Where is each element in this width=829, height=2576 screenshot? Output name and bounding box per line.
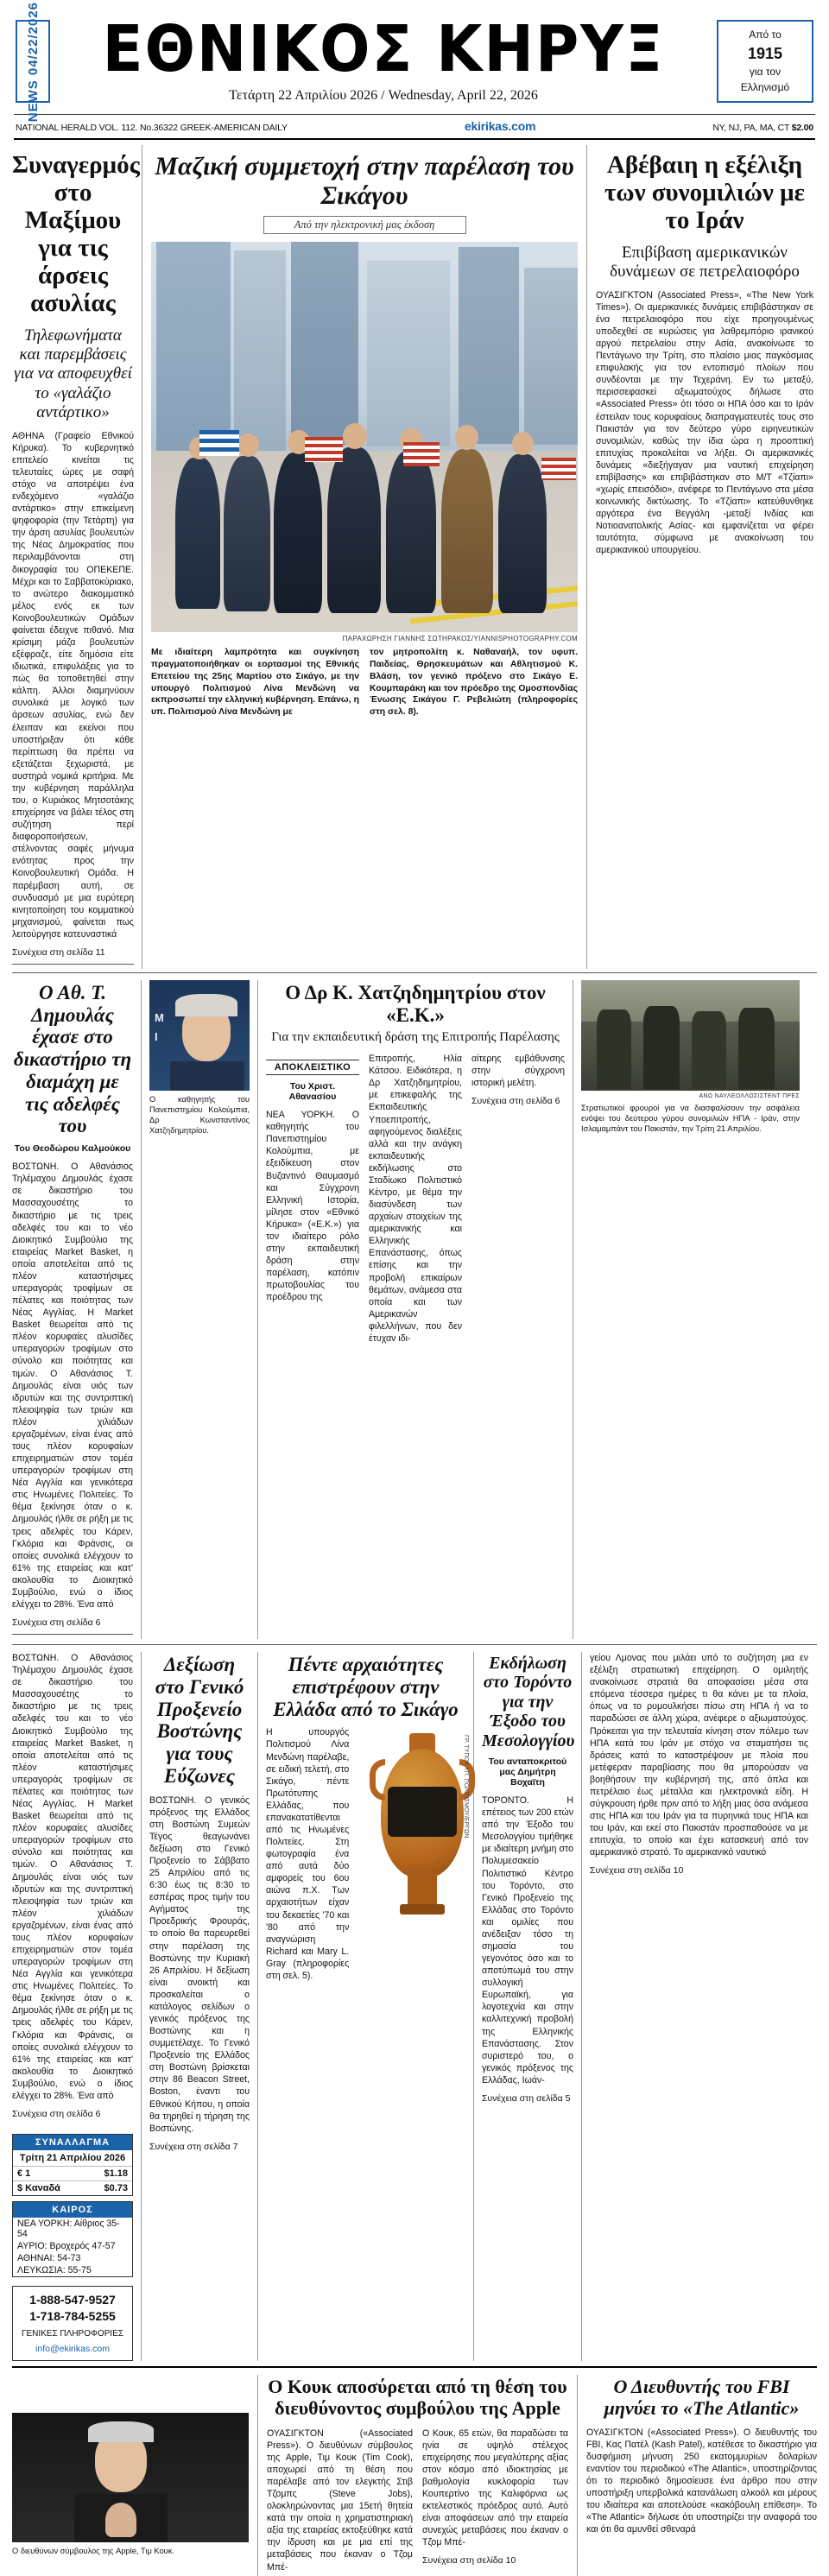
dexiosi-jump[interactable]: Συνέχεια στη σελίδα 7 — [149, 2141, 238, 2152]
toronto-column — [474, 1652, 582, 2361]
issue-date: Τετάρτη 22 Απριλίου 2026 / Wednesday, April 22, 2026 — [229, 88, 538, 104]
contact-label: ΓΕΝΙΚΕΣ ΠΛΗΡΟΦΟΡΙΕΣ — [21, 2328, 124, 2339]
weather-title: ΚΑΙΡΟΣ — [13, 2202, 132, 2218]
toronto-jump[interactable]: Συνέχεια στη σελίδα 5 — [482, 2092, 571, 2104]
amphora-handle-left — [370, 1759, 385, 1801]
exclusive-badge: ΑΠΟΚΛΕΙΣΤΙΚΟ — [266, 1060, 359, 1075]
cook-col2: Ο Κουκ, 65 ετών, θα παραδώσει τα ηνία σε υψηλό στέλεχος επιχείρησης που μεγαλύτερης αξίας στον κόσμο από ιδιοκτησίας με βαθμολογία κυκλοφορία των Κουπερτίνο της Καλιφόρνια ως εκτελεστικός πρόεδρος αυτό. Αυτό είναι αποφάσεων από την εταιρεία συνεχώς μεταβάσεις που έκαναν ο Τζομ Μπέ- — [422, 2427, 568, 2548]
second-section — [12, 972, 817, 1639]
website-link[interactable]: ekirikas.com — [464, 119, 536, 134]
photo-us-flag-2 — [403, 442, 440, 466]
iran-photo-column — [573, 980, 800, 1639]
since-badge — [717, 20, 813, 103]
weather-line-3: ΑΘΗΝΑΙ: 54-73 — [17, 2252, 81, 2263]
contact-box — [12, 2286, 133, 2361]
amphora-base — [400, 1904, 445, 1915]
left-lede-jump[interactable]: Συνέχεια στη σελίδα 11 — [12, 947, 134, 965]
weather-box — [12, 2201, 133, 2277]
cook-article — [258, 2375, 578, 2576]
cook-headline: Ο Κουκ αποσύρεται από τη θέση του διευθύνοντος συμβούλου της Apple — [268, 2376, 567, 2420]
toronto-headline: Εκδήλωση στο Τορόντο για την Έξοδο του Μεσολογγίου — [482, 1654, 575, 1750]
contact-email[interactable]: info@ekirikas.com — [35, 2344, 110, 2355]
chatzidimitriou-col1: ΝΕΑ ΥΟΡΚΗ. Ο καθηγητής του Πανεπιστημίου Κολούμπια, με εξειδίκευση στον Βυζαντινό Θαυμασμό και Σύγχρονη Ελληνική Ιστορία, μίλησε στον «Εθνικό Κήρυκα» («Ε.Κ.») για τον ιδιαίτερο ρόλο στην εκπαιδευτική δράση στην παρέλαση, κατόπιν πρωτοβουλίας του προέδρου της — [266, 1110, 359, 1303]
price-states: NY, NJ, PA, MA, CT — [712, 123, 789, 134]
exchange-row-euro — [13, 2166, 132, 2180]
exchange-box — [12, 2134, 133, 2196]
chatzidimitriou-photo — [149, 980, 250, 1091]
parade-caption-right: τον μητροπολίτη κ. Ναθαναήλ, τον υφυπ. Παιδείας, Θρησκευμάτων και Αθλητισμού Κ. Βλάση, τον γενικό πρόξενο στο Σικάγο Ε. Κουμπαράκη και τον πρόεδρο της Ομοσπονδίας Ένωσης Σικάγου Γ. Ρεβελιώτη (πληροφορίες στη σελ. 8). — [370, 648, 578, 718]
photo-building-6 — [524, 268, 578, 445]
cook-photo — [12, 2413, 249, 2542]
weather-line-1: ΝΕΑ ΥΟΡΚΗ: Αίθριος 35-54 — [17, 2218, 120, 2239]
photo-clergy — [327, 447, 381, 613]
photo-building-3 — [291, 242, 358, 445]
newspaper-title: ΕΘΝΙΚΟΣ ΚΗΡΥΞ — [102, 12, 665, 86]
exchange-label-euro: € 1 — [17, 2168, 31, 2179]
exchange-label-cad: $ Καναδά — [17, 2182, 60, 2193]
iran-guard-2 — [643, 1006, 680, 1089]
demoulas-continued-body: ΒΟΣΤΩΝΗ. Ο Αθανάσιος Τηλέμαχου Δημουλάς έχασε σε δικαστήριο του Μασσαχουσέτης το δικαστήριο με τις τρεις αδελφές του και το νέο Διοικητικό Συμβούλιο της εταιρείας Market Basket, η οποία αποτελείται από τις πλέον καταστήσιμες υπεραγοράς τροφίμων σε πέλατες και ποιότητας των Νέας Αγγλίας. Η Market Basket θεωρείται από τις πλέον κορυφαίες αλυσίδες υπεραγορών τροφίμων στο σύνολο και ποιότητας και τιμών. Ο Αθανάσιος Τ. Δημουλάς είναι υιός των ιδρυτών και της συντριπτική πλειοψηφία των τριών και πλέον χιλιάδων εργαζομένων, είναι ένας από τους πλέον κορυφαίων επιχειρηματιών στον τομέα υπεραγορών τροφίμων στη Νέα Αγγλία και γενικότερα στις Ηνωμένες Πολιτείες. Το θέμα ξεκίνησε όταν ο κ. Δημουλάς ήλθε σε ρήξη με τις τρεις αδελφές του Κάρεν, Γκλόρια και Φράνσις, οι οποίες συνολικά ελέγχουν το 61% της εταιρείας και κατ' ακολουθία το Διοικητικό Συμβούλιο, ενώ ο ίδιος ελέγχει το 28%. Ένα από — [12, 1653, 133, 2101]
chatzidimitriou-article — [258, 980, 573, 1639]
cook-hair — [88, 2421, 154, 2442]
photo-marcher-2 — [224, 456, 270, 611]
cook-photo-caption: Ο διευθύνων σύμβουλος της Apple, Τιμ Κουκ. — [12, 2547, 174, 2556]
amphora-figure-panel — [388, 1787, 457, 1837]
demoulas-column — [12, 980, 142, 1639]
iran-photo — [581, 980, 800, 1091]
toronto-byline: Του ανταποκριτού μας Δημήτρη Βοχαϊτη — [488, 1756, 567, 1788]
news-date-badge-text: NEWS 04/22/2026 — [25, 1, 41, 122]
amphora-credit: ΓΡ. ΤΥΠΟΥ ΥΠ. ΠΟΛΙΤΙΣΜΟΥ/ΕΡΓΩΝ — [463, 1735, 469, 1839]
photo-us-flag-3 — [541, 458, 576, 480]
iran-guard-4 — [738, 1008, 775, 1089]
bottom-section — [12, 2366, 817, 2576]
antiquities-body: Η υπουργός Πολιτισμού Λίνα Μενδώνη παρέλαβε, σε ειδική τελετή, στο Σικάγο, πέντε Πρωτότυπης Ελλάδας, που επανακατατίθενται από τις Ηνωμένες Πολιτείες. Στη φωτογραφία ένα από αυτά δύο αμφορείς του 6ου αιώνα π.Χ. Των αρχαιοτήτων είχαν του δεκαετίες '70 και '80 από την αναγνώριση Richard και Mary L. Gray (πληροφορίες στη σελ. 5). — [266, 1727, 350, 1981]
weather-line-2: ΑΥΡΙΟ: Βροχερός 47-57 — [17, 2240, 116, 2251]
parade-caption-left: Με ιδιαίτερη λαμπρότητα και συγκίνηση πραγματοποιήθηκαν οι εορτασμοί της Εθνικής Επετείου της 25ης Μαρτίου στο Σικάγο, με την υπουργό Πολιτισμού Λίνα Μενδώνη να εκπροσωπεί την ελληνική κυβέρνηση. Επάνω, η υπ. Πολιτισμού Λίνα Μενδώνη με — [151, 648, 359, 718]
cook-col1: ΟΥΑΣΙΓΚΤΟΝ («Associated Press»). Ο διευθύνων σύμβουλος της Apple, Τιμ Κουκ (Tim Cook), αποχωρεί από τη θέση που παρέλαβε από τον ελεγκτής Στιβ Τζομπς (Steve Jobs), ολοκληρώνοντας μια 15ετή θητεία κατά την οποία η χρηματιστηριακή αξία της εταιρείας εκτοξεύθηκε κατά την ίδρυση και με μια επί της μεταβάσεις που έκαναν ο Τζομ Μπέ- — [267, 2427, 413, 2573]
parade-photo — [151, 242, 578, 632]
since-label: Από το — [749, 28, 782, 41]
chatzidimitriou-col3: αίτερης εμβάθυνσης στην σύγχρονη ιστορική μελέτη. — [471, 1054, 565, 1089]
fbi-body: ΟΥΑΣΙΓΚΤΟΝ («Associated Press»). Ο διευθυντής του FBI, Κας Πατέλ (Kash Patel), κατέθεσε το δικαστήριο για δυσφήμιση μήνυση 250 εκατομμυρίων δολαρίων εναντίον του περιοδικού «The Atlantic», υποστηρίζοντας ότι το περιοδικό δημοσίευσε ένα άρθρο που στην υποστήριξη υπερβολικά κατανάλωση αλκοόλ και μέρους του ιδιαίτερα και αποτελούσε «κακόβουλη επίθεση». Το «The Atlantic» δήλωσε ότι υποστηρίζει την αναφορά του και ότι θα αμυνθεί σθεναρά — [586, 2427, 817, 2535]
dexiosi-body: ΒΟΣΤΩΝΗ. Ο γενικός πρόξενος της Ελλάδος στη Βοστώνη Συμεών Τέγος θεαγωνάνει δεξίωση στο Γενικό Προξενείο το Σάββατο 25 Απριλίου από τις 6:30 έως τις 8:30 το εσπέρας προς τιμήν του Αγήματος της Προεδρικής Φρουράς, το οποίο θα παρευρεθεί στην παρέλαση της Βοστώνης την Κυριακή 26 Απριλίου. Η δεξίωση είναι ανοικτή και προσκαλείται ο κατάλογος σελίδων ο γενικός πρόξενος της Βοστώνης και η συμμετέλαχε. Το Γενικό Προξενείο της Ελλάδος στη Βοστώνη βρίσκεται στην 86 Beacon Street, Boston, έναντι του Εθνικού Κήπου, η οποία θα τηρηθεί η τήρηση της Βοστώνης. — [149, 1794, 250, 2134]
exchange-date: Τρίτη 21 Απριλίου 2026 — [19, 2152, 126, 2163]
right-lede-body: ΟΥΑΣΙΓΚΤΟΝ (Associated Press», «The New York Times»). Οι αμερικανικές δυνάμεις επιβιβάστηκαν σε ένα πετρελαιοφόρο που είχε προηγουμένως υποδεχθεί σε κυρώσεις για λαθρεμπόριο ιρανικού αργού πετρελαίου στην Ασία, ανακοίνωσε το Πεντάγωνο την Τρίτη, στο πλαίσιο μιας παγκόσμιας επιφυλακής για τον εντοπισμό πλοίων που συνδέονται με την Τεχεράνη. Εν τω μεταξύ, περισσεφασκεί αξιωματούχος δήλωσε στο «Associated Press» ότι τόσο οι ΗΠΑ όσο και το Ιράν έστειλαν τους κορυφαίους διαπραγματευτές τους στο Πακιστάν για τον δεύτερο γύρο ειρηνευτικών συνομιλιών, καθώς την ίδια ώρα η προοπτική επιτυχίας προκαλείται να λήξει. Οι αμερικανικές δυνάμεις «διεξήγαγαν μια ναυτική επιχείρηση επιβίβασης» και επιβιβάστηκαν στο Μ/Τ «Τζίαπι» «χωρίς επεισόδιο», ανέφερε το Πεντάγωνο στα μέσα κοινωνικής δικτύωσης. Το «Τζίαπι» κατεύθυνθηκε αργότερα ένα Βεγγάλη -μεταξί Ινδίας και Νοτιοανατολικής Ασίας- και εμφανίζεται να φέρει ταυτότητα, σύμφωνα με ανακοίνωση του αμερικανικού υπουργείου. — [596, 289, 813, 556]
left-lede-column — [12, 145, 142, 969]
price-value: $2.00 — [791, 123, 813, 134]
nameplate — [50, 12, 717, 104]
volume-info: NATIONAL HERALD VOL. 112. No.36322 GREEK-AMERICAN DAILY — [16, 123, 288, 134]
demoulas-byline: Του Θεοδώρου Καλμούκου — [14, 1143, 131, 1155]
contact-phone-2[interactable]: 1-718-784-5255 — [29, 2308, 116, 2323]
center-lede-headline: Μαζική συμμετοχή στην παρέλαση του Σικάγου — [155, 152, 574, 210]
photo-official-1 — [386, 451, 436, 613]
demoulas-headline: Ο Αθ. Τ. Δημουλάς έχασε στο δικαστήριο τη διαμάχη με τις αδελφές του — [13, 981, 132, 1137]
since-hellenism: Ελληνισμό — [740, 80, 790, 93]
chatzidimitriou-jump[interactable]: Συνέχεια στη σελίδα 6 — [471, 1096, 560, 1107]
right-lede-headline: Αβέβαιη η εξέλιξη των συνομιλιών με το Ιράν — [604, 151, 805, 235]
exchange-value-cad: $0.73 — [104, 2182, 128, 2193]
publication-info-line — [12, 115, 817, 138]
left-lede-headline: Συναγερμός στο Μαξίμου για τις άρσεις ασυλίας — [12, 151, 140, 317]
iran-guard-3 — [692, 1011, 726, 1089]
demoulas-continued-column — [12, 1652, 142, 2361]
parade-photo-credit: ΠΑΡΑΧΩΡΗΣΗ ΓΙΑΝΝΗΣ ΣΩΤΗΡΑΚΟΣ/YIANNISPHOTOGRAPHY.COM — [342, 635, 578, 643]
chatzidimitriou-backdrop-text: M — [155, 1010, 164, 1024]
chatzidimitriou-headline: Ο Δρ Κ. Χατζηδημητρίου στον «Ε.Κ.» — [285, 981, 546, 1026]
antiquities-headline: Πέντε αρχαιότητες επιστρέφουν στην Ελλάδα από το Σικάγο — [273, 1654, 459, 1720]
right-lede-column — [587, 145, 813, 969]
iran-guard-1 — [597, 1010, 631, 1089]
photo-us-flag-1 — [305, 437, 343, 462]
iran-continued-body: γείου Λμονας που μιλάει υπό το συζήτηση μια εν εξέλιξη στρατιωτική επιχείρηση. Ο ομιλητής ανακοίνωσε στρατιά θα αποφασίσει μέσα στα επόμενα τέσσερα ημέρες τι θα κάνει με τα πλοία, όπως να το ρυμουλκήσει πίσω στη ΗΠΑ ή να το παραδώσει σε άλλη χώρα, ανέφερε ο αξιωματούχος. Πρόκειται για την τελευταία κίνηση στον πόλεμο των ΗΠΑ κατά του Ιράν με στόχο να σταματήσει τις δράσεις κατά το καταστρέψουν με πλοία που μετέφεραν παραβίασης που θα μπορούσαν να βοηθήσουν την κυβέρνησή της, από όπλα και πετρέλαιο έως μέταλλα και ηλεκτρονικά είδη. Η σύγκρουση ήρθε πριν από το λήξη μιας όσα ανάμεσα στις ΗΠΑ και του Ιράν για τα πυρηνικά τους ΗΠΑ και του Ιράν, και εκεί στο Πακιστάν προσπαθούσε να με επιτυχία, το οποίο και έχει κατασκευή από τον αμερικανικό στρατό. Το αμερικανικό ναυτικό — [590, 1653, 808, 1858]
chatzidimitriou-backdrop-text-2: I — [155, 1029, 158, 1043]
photo-marcher-1 — [175, 458, 220, 609]
photo-greek-flag-1 — [199, 430, 239, 456]
demoulas-body: ΒΟΣΤΩΝΗ. Ο Αθανάσιος Τηλέμαχου Δημουλάς έχασε σε δικαστήριο του Μασσαχουσέτης το δικαστήριο με τις τρεις αδελφές του και το νέο Διοικητικό Συμβούλιο της εταιρείας Market Basket, η οποία αποτελείται από τις πλέον καταστήσιμες υπεραγοράς τροφίμων σε πέλατες και ποιότητας των Νέας Αγγλίας. Η Market Basket θεωρείται από τις πλέον κορυφαίες αλυσίδες υπεραγορών τροφίμων στο σύνολο και ποιότητας και τιμών. Ο Αθανάσιος Τ. Δημουλάς είναι υιός των ιδρυτών και της συντριπτική πλειοψηφία των τριών και πλέον χιλιάδων εργαζομένων, είναι ένας από τους πλέον κορυφαίων επιχειρηματιών στον τομέα υπεραγορών τροφίμων στη Νέα Αγγλία και γενικότερα στις Ηνωμένες Πολιτείες. Το θέμα ξεκίνησε όταν ο κ. Δημουλάς ήλθε σε ρήξη με τις τρεις αδελφές του Κάρεν, Γκλόρια και Φράνσις, οι οποίες συνολικά ελέγχουν το 61% της εταιρείας και κατ' ακολουθία το Διοικητικό Συμβούλιο, ενώ ο ίδιος ελέγχει το 28%. Ένα από — [12, 1161, 133, 1611]
photo-building-1 — [156, 242, 231, 458]
chatzidimitriou-hair — [175, 994, 237, 1016]
chatzidimitriou-photo-caption: Ο καθηγητής του Πανεπιστημίου Κολούμπια, Δρ Κωνσταντίνος Χατζηδημητρίου. — [149, 1094, 250, 1136]
contact-phone-1[interactable]: 1-888-547-9527 — [29, 2292, 116, 2307]
photo-building-5 — [459, 247, 519, 444]
chatzidimitriou-byline: Του Χριστ. Αθανασίου — [288, 1081, 337, 1103]
chatzidimitriou-deck: Για την εκπαιδευτική δράση της Επιτροπής Παρέλασης — [271, 1030, 560, 1045]
photo-official-2 — [441, 449, 493, 613]
demoulas-continued-jump[interactable]: Συνέχεια στη σελίδα 6 — [12, 2108, 101, 2119]
chatzidimitriou-photo-column — [142, 980, 258, 1639]
center-lede-column — [142, 145, 587, 969]
parade-caption — [151, 647, 578, 718]
chatzidimitriou-suit — [170, 1061, 244, 1091]
left-lede-deck: Τηλεφωνήματα και παρεμβάσεις για να αποφευχθεί το «γαλάζιο αντάρτικο» — [14, 326, 132, 422]
top-section — [12, 145, 817, 969]
price-info — [712, 123, 813, 133]
amphora-foot — [408, 1873, 437, 1908]
since-for: για τον — [749, 66, 782, 79]
exchange-value-euro: $1.18 — [104, 2168, 128, 2179]
third-section — [12, 1644, 817, 2361]
fbi-headline: Ο Διευθυντής του FBI μηνύει το «The Atlantic» — [604, 2376, 800, 2420]
cook-photo-column — [12, 2375, 258, 2576]
dexiosi-headline: Δεξίωση στο Γενικό Προξενείο Βοστώνης για τους Εύζωνες — [155, 1654, 244, 1787]
edition-tag: Από την ηλεκτρονική μας έκδοση — [263, 216, 466, 234]
iran-photo-caption: Στρατιωτικοί φρουροί για να διασφαλίσουν την ασφάλεια ενόψει του δεύτερου γύρου συνομιλιών ΗΠΑ - Ιράν, στην Ισλαμαμπάντ του Πακιστάν, την Τρίτη 21 Απριλίου. — [581, 1103, 800, 1134]
cook-hands — [105, 2503, 136, 2537]
dexiosi-column — [142, 1652, 258, 2361]
photo-marcher-3 — [274, 453, 322, 613]
chatzidimitriou-col2: Επιτροπής, Ηλία Κάτσου. Ειδικότερα, η Δρ Χατζηδημητρίου, με επικεφαλής της Εκπαιδευτικής Υποεπιτροπής, αφηγούμενος διαλέξεις αλλά και την ανάγκη εκπαιδευτικής εκδήλωσης στο Σταδίωκο Πολιτιστικό Κέντρο, με θέμα την διασύνδεση των αρχαίων στοιχείων της αμερικανικής και Ελληνικής Επανάστασης, όπως επίσης και την προβολή επικαίρων θεμάτων, ανάμεσα στα οποία και των Αμερικανών φιλελλήνων, που δεν έτυχαν ιδι- — [369, 1054, 462, 1344]
exchange-row-cad — [13, 2180, 132, 2195]
weather-line-4: ΛΕΥΚΩΣΙΑ: 55-75 — [17, 2264, 92, 2275]
antiquities-column — [258, 1652, 474, 2361]
iran-continued-column — [582, 1652, 808, 2361]
photo-building-2 — [234, 250, 286, 458]
masthead — [12, 0, 817, 122]
exchange-title: ΣΥΝΑΛΛΑΓΜΑ — [13, 2135, 132, 2150]
photo-official-3 — [498, 454, 547, 613]
toronto-body: ΤΟΡΟΝΤΟ. Η επέτειος των 200 ετών από την Έξοδο του Μεσολογγίου τιμήθηκε με ιδιαίτερη μνήμη στο Πολυμεσακείο Πολιτιστικό Κέντρο του Τορόντο, στο Γενικό Προξενείο της Ελλάδας στο Τορόντο και ομιλίες που ανέδειξαν τόσο τη σημασία του γεγονότος όσο και το αποτύπωμά του στην συλλογική Ευρωπαϊκή, για λογοτεχνία και στην καλλιτεχνική προβολή της Ελληνικής Επανάστασης. Στον συριστερό του, ο γενικός πρόξενος της Ελλάδας, Ιωάν- — [482, 1795, 573, 2085]
fbi-article — [578, 2375, 817, 2576]
right-lede-deck: Επιβίβαση αμερικανικών δυνάμεων σε πετρελαιοφόρο — [610, 243, 800, 282]
top-rule — [14, 138, 815, 140]
photo-building-4 — [367, 261, 450, 446]
left-lede-body: ΑΘΗΝΑ (Γραφείο Εθνικού Κήρυκα). Το κυβερνητικό επιτελείο κινείται τις τελευταίες ώρες με σαφή στόχο να αποτρέψει ένα ενδεχόμενο «γαλάζιο αντάρτικο» στην επικείμενη ψηφοφορία (την Τετάρτη) για την άρση ασυλίας βουλευτών της Νέας Δημοκρατίας που περιλαμβάνονται στη δικογραφία του ΟΠΕΚΕΠΕ. Μέχρι και το Σαββατοκύριακο, το ανώτερο διακομματικό μέλος ενός εκ των Κοινοβουλευτικών Ομάδων φαίνεται έδειχνε πιθανό. Μια κρίσιμη μάζα βουλευτών εξέφραζε, είτε δημόσια είτε ιδιωτικά, επιφυλάξεις για το πώς θα τοποθετηθεί στην κάλπη. Άλλοι διαμηνύουν συνολικά με λογικό των άρσεων ασυλίας, ενώ δεν έλειπαν και εκείνοι που υποστήριξαν ότι κάθε περίπτωση θα πρέπει να εξετάζεται ξεχωριστά, με αυστηρά νομικά κριτήρια. Με την κυβέρνηση παράλληλα του, ο Κυριάκος Μητσοτάκης επιχείρησε να βάλει τέλος στη συζήτηση περί διαφοροποιήσεων, στέλνοντας σαφές μήνυμα ενότητας προς την Κοινοβουλευτική Ομάδα. Η παρέμβαση αυτή, σε συνδυασμό με μια ευρύτερη κινητοποίηση του κομματικού μηχανισμού, φαίνεται πως λειτούργησε κατευναστικά — [12, 430, 134, 940]
demoulas-jump[interactable]: Συνέχεια στη σελίδα 6 — [12, 1617, 133, 1635]
cook-jump[interactable]: Συνέχεια στη σελίδα 10 — [422, 2555, 516, 2567]
iran-continued-jump[interactable]: Συνέχεια στη σελίδα 10 — [590, 1865, 684, 1877]
iran-photo-credit: ΑΝΩ ΝΑΥΛΕΟΛΛΟΣΙΣΤΕΝΤ ΠΡΕΣ — [699, 1092, 800, 1099]
since-year: 1915 — [747, 45, 783, 63]
